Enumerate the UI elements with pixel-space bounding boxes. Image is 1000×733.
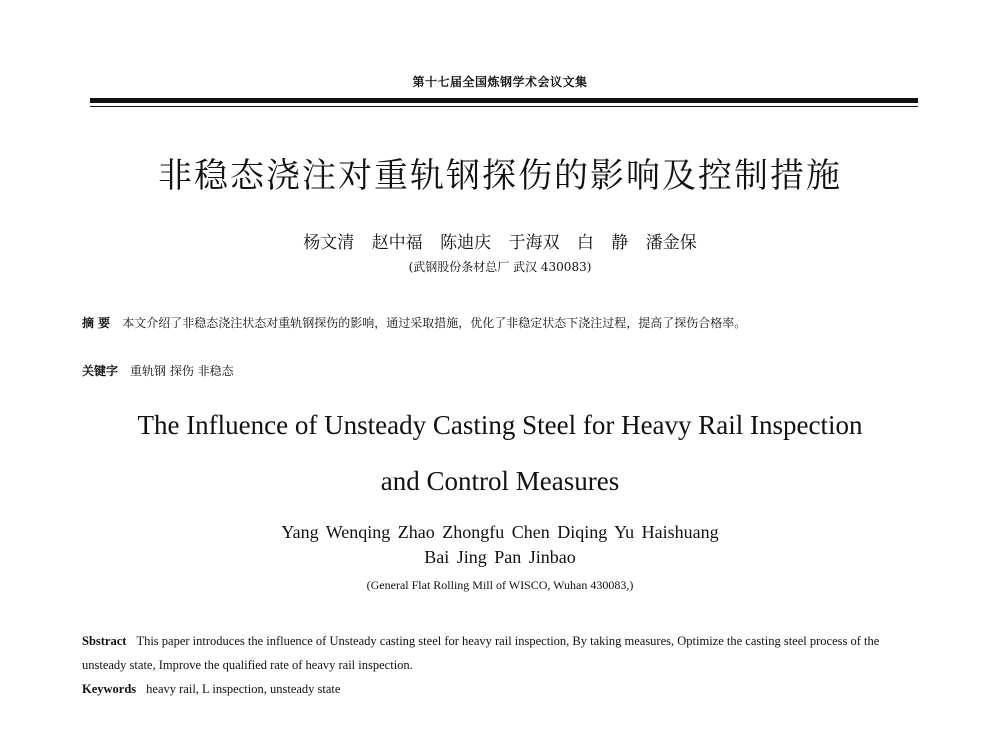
english-abstract-text: This paper introduces the influence of Unsteady casting steel for heavy rail inspection, By taking measures, Optimize the casting steel process of the unsteady state, Improve the qualified rate of heavy rail inspection.	[82, 634, 880, 672]
chinese-keywords	[82, 362, 922, 379]
english-keywords-text: heavy rail, L inspection, unsteady state	[146, 682, 341, 696]
english-title-line1: The Influence of Unsteady Casting Steel for Heavy Rail Inspection	[137, 410, 863, 440]
english-title-line2: and Control Measures	[380, 466, 620, 496]
chinese-keywords-label: 关键字	[82, 364, 119, 378]
chinese-affiliation: (武钢股份条材总厂 武汉 430083)	[408, 260, 592, 274]
english-authors-line1: Yang Wenqing Zhao Zhongfu Chen Diqing Yu Haishuang	[281, 522, 719, 542]
english-abstract-label: Sbstract	[82, 634, 127, 648]
chinese-authors: 杨文清 赵中福 陈迪庆 于海双 白 静 潘金保	[303, 233, 697, 253]
english-affiliation: (General Flat Rolling Mill of WISCO, Wuhan 430083,)	[366, 578, 634, 592]
english-abstract	[82, 629, 922, 677]
chinese-abstract-label: 摘 要	[82, 316, 111, 330]
header-rule-thick	[90, 98, 918, 103]
english-keywords	[82, 682, 922, 697]
english-authors-line2: Bai Jing Pan Jinbao	[424, 547, 576, 567]
running-head: 第十七届全国炼钢学术会议文集	[412, 75, 588, 89]
chinese-keywords-text: 重轨钢 探伤 非稳态	[130, 364, 234, 378]
chinese-abstract	[82, 311, 922, 335]
chinese-title: 非稳态浇注对重轨钢探伤的影响及控制措施	[158, 156, 842, 196]
header-rule-thin	[90, 106, 918, 107]
english-keywords-label: Keywords	[82, 682, 137, 696]
chinese-abstract-text: 本文介绍了非稳态浇注状态对重轨钢探伤的影响，通过采取措施，优化了非稳定状态下浇注过程，提高了探伤合格率。	[122, 316, 747, 330]
